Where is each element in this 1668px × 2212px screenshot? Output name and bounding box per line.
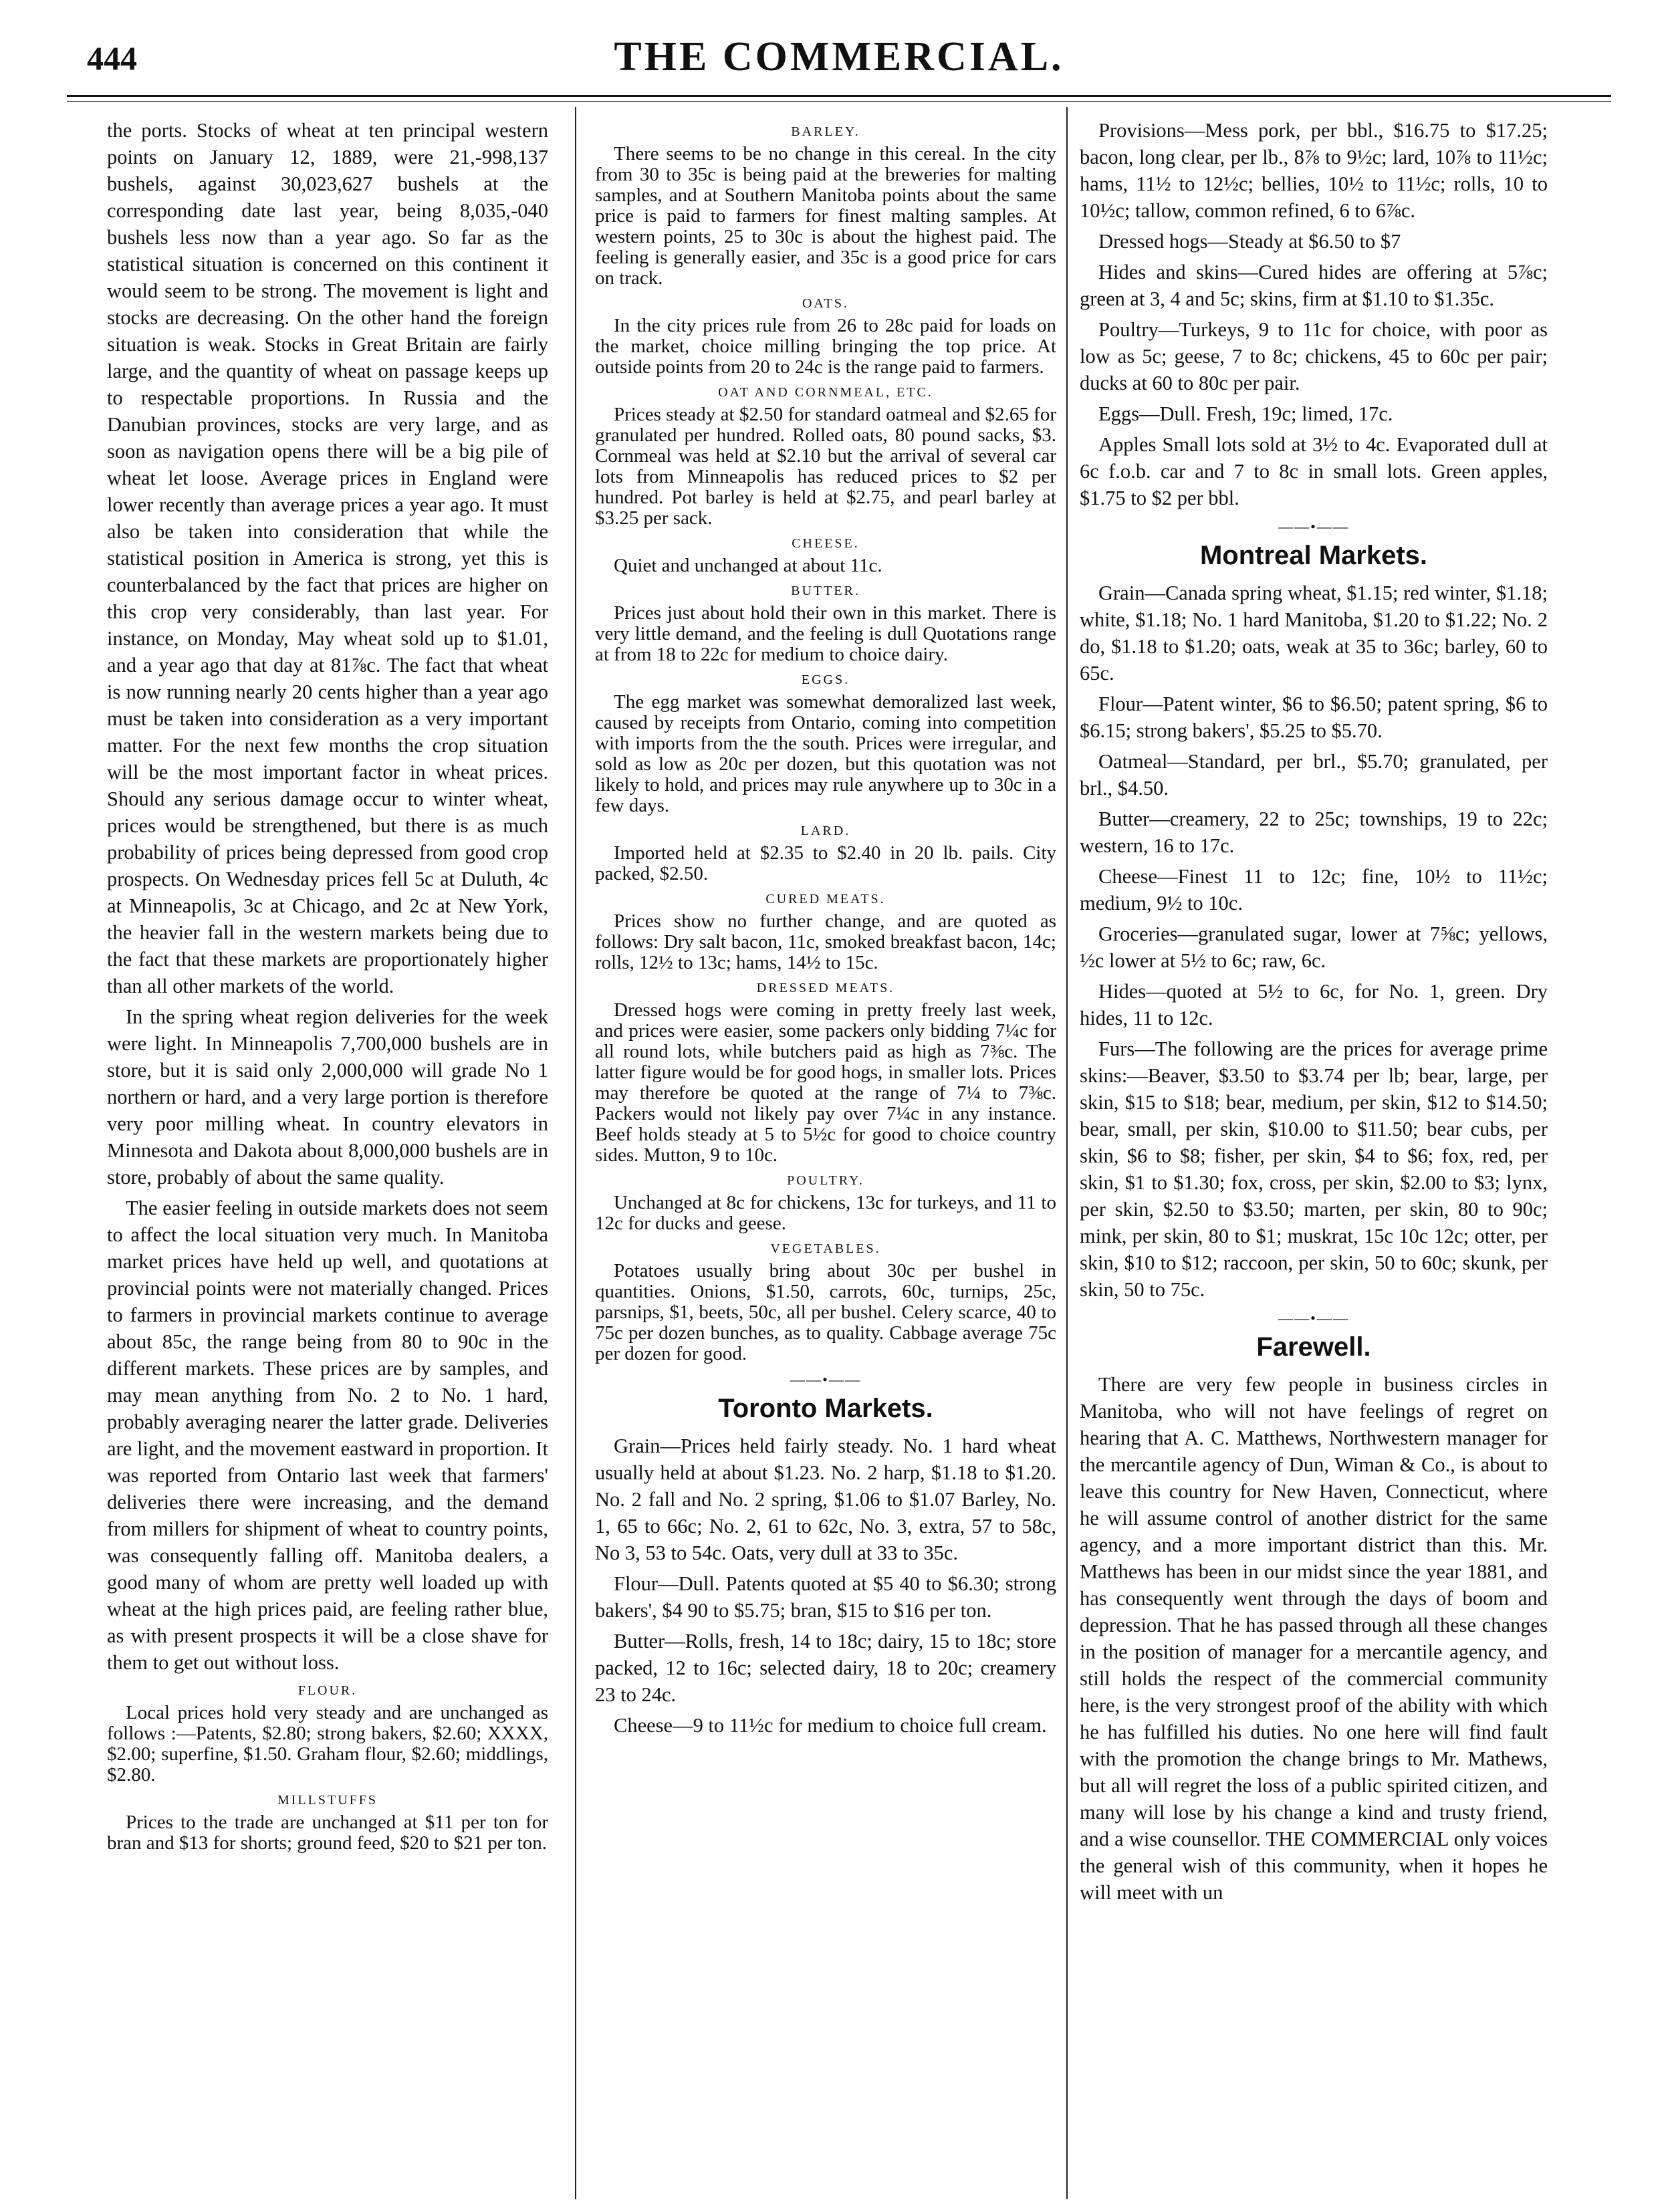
section-heading-flour: FLOUR. (297, 1683, 358, 1698)
section-heading-barley: BARLEY. (791, 124, 860, 139)
montreal-paragraph: Flour—Patent winter, $6 to $6.50; patent spring, $6 to $6.15; strong bakers', $5.25 to $5.70. (1080, 693, 1548, 742)
montreal-markets-heading: Montreal Markets. (1199, 541, 1428, 570)
page-header (67, 33, 1611, 104)
section-ornament: ——•—— (1278, 518, 1349, 535)
column-divider (1066, 107, 1068, 2199)
toronto-paragraph: Apples Small lots sold at 3½ to 4c. Evaporated dull at 6c f.o.b. car and 7 to 8c in small lots. Green apples, $1.75 to $2 per bbl. (1080, 433, 1548, 509)
section-text: In the city prices rule from 26 to 28c paid for loads on the market, choice milling bringing the top price. At outside points from 20 to 24c is the range paid to farmers. (595, 315, 1056, 378)
section-text: Dressed hogs were coming in pretty freely last week, and prices were easier, some packers only bidding 7¼c for all round lots, while butchers paid as high as 7⅜c. The latter figure would be for good hogs, in smaller lots. Prices may therefore be quoted at the range of 7¼ to 7⅜c. Packers would not likely pay over 7¼c in any instance. Beef holds steady at 5 to 5½c for good to choice country sides. Mutton, 9 to 10c. (595, 999, 1056, 1166)
flour-text: Local prices hold very steady and are unchanged as follows :—Patents, $2.80; strong bakers, $2.60; XXXX, $2.00; superfine, $1.50. Graham flour, $2.60; middlings, $2.80. (107, 1702, 548, 1786)
toronto-paragraph: Butter—Rolls, fresh, 14 to 18c; dairy, 15 to 18c; store packed, 12 to 16c; selected dairy, 18 to 20c; creamery 23 to 24c. (595, 1630, 1056, 1706)
montreal-paragraph: Grain—Canada spring wheat, $1.15; red winter, $1.18; white, $1.18; No. 1 hard Manitoba, $1.20 to $1.22; No. 2 do, $1.18 to $1.20; oats, weak at 35 to 36c; barley, 60 to 65c. (1080, 582, 1548, 685)
column-3 (1080, 117, 1548, 2189)
masthead-title: THE COMMERCIAL. (614, 34, 1064, 80)
section-heading-cured-meats: CURED MEATS. (765, 892, 886, 906)
toronto-markets-heading: Toronto Markets. (718, 1394, 933, 1423)
column-2 (595, 117, 1056, 2189)
section-text: Potatoes usually bring about 30c per bushel in quantities. Onions, $1.50, carrots, 60c, turnips, 25c, parsnips, $1, beets, 50c, all per bushel. Celery scarce, 40 to 75c per dozen bunches, as to quality. Cabbage average 75c per dozen for good. (595, 1260, 1056, 1364)
millstuffs-text: Prices to the trade are unchanged at $11 per ton for bran and $13 for shorts; ground feed, $20 to $21 per ton. (107, 1812, 548, 1854)
montreal-paragraph: Groceries—granulated sugar, lower at 7⅝c; yellows, ½c lower at 5½ to 6c; raw, 6c. (1080, 923, 1548, 972)
section-text: There seems to be no change in this cereal. In the city from 30 to 35c is being paid at the breweries for malting samples, and at Southern Manitoba points about the same price is paid to farmers for finest malting samples. At western points, 25 to 30c is about the highest paid. The feeling is generally easier, and 35c is a good price for cars on track. (595, 143, 1056, 289)
montreal-paragraph: Hides—quoted at 5½ to 6c, for No. 1, green. Dry hides, 11 to 12c. (1080, 980, 1548, 1029)
article-paragraph: the ports. Stocks of wheat at ten principal western points on January 12, 1889, were 21,-998,137 bushels, against 30,023,627 bushels at the corresponding date last year, being 8,035,-040 bushels less now than a year ago. So far as the statistical situation is concerned on this continent it would seem to be strong. The movement is light and stocks are decreasing. On the other hand the foreign situation is weak. Stocks in Great Britain are fairly large, and the quantity of wheat on passage keeps up to respectable proportions. In Russia and the Danubian provinces, stocks are very large, and as soon as navigation opens there will be a big pile of wheat let loose. Average prices in England were lower recently than average prices a year ago. It must also be taken into consideration that while the statistical position in America is strong, yet this is counterbalanced by the fact that prices are higher on this crop very considerably, than last year. For instance, on Monday, May wheat sold up to $1.01, and a year ago that day at 81⅞c. The fact that wheat is now running nearly 20 cents higher than a year ago must be taken into consideration as a very important matter. For the next few months the crop situation will be the most important factor in wheat prices. Should any serious damage occur to winter wheat, prices would be strengthened, but there is as much probability of prices being depressed from good crop prospects. On Wednesday prices fell 5c at Duluth, 4c at Minneapolis, 3c at Chicago, and 2c at New York, the heavier fall in the western markets being due to the fact that these markets are proportionately higher than all other markets of the world. (107, 119, 548, 997)
section-text: Quiet and unchanged at about 11c. (614, 555, 882, 576)
column-1 (107, 117, 548, 2189)
section-heading-oatmeal: OAT AND CORNMEAL, ETC. (718, 385, 933, 400)
section-heading-eggs: EGGS. (801, 672, 850, 687)
header-rule-thin (67, 101, 1611, 102)
toronto-paragraph: Grain—Prices held fairly steady. No. 1 hard wheat usually held at about $1.23. No. 2 harp, $1.18 to $1.20. No. 2 fall and No. 2 spring, $1.06 to $1.07 Barley, No. 1, 65 to 66c; No. 2, 61 to 62c, No. 3, extra, 57 to 58c, No 3, 53 to 54c. Oats, very dull at 33 to 35c. (595, 1435, 1056, 1564)
article-paragraph: The easier feeling in outside markets does not seem to affect the local situation very much. In Manitoba market prices have held up well, and quotations at provincial points were not materially changed. Prices to farmers in provincial markets continue to average about 85c, the range being from 80 to 90c in the different markets. These prices are by samples, and may mean anything from No. 2 to No. 1 hard, probably averaging nearer the latter grade. Deliveries are light, and the movement eastward in proportion. It was reported from Ontario last week that farmers' deliveries there were increasing, and the demand from millers for shipment of wheat to country points, was consequently falling off. Manitoba dealers, a good many of whom are pretty well loaded up with wheat at the high prices paid, are feeling rather blue, as with present prospects it will be a close shave for them to get out without loss. (107, 1197, 548, 1674)
section-heading-oats: OATS. (802, 296, 849, 311)
toronto-paragraph: Dressed hogs—Steady at $6.50 to $7 (1098, 230, 1401, 253)
section-text: Prices show no further change, and are quoted as follows: Dry salt bacon, 11c, smoked breakfast bacon, 14c; rolls, 12½ to 13c; hams, 14½ to 15c. (595, 910, 1056, 973)
toronto-paragraph: Cheese—9 to 11½c for medium to choice full cream. (614, 1714, 1047, 1737)
header-rule (67, 95, 1611, 97)
section-heading-dressed-meats: DRESSED MEATS. (756, 981, 895, 995)
section-heading-lard: LARD. (800, 824, 851, 838)
section-text: Imported held at $2.35 to $2.40 in 20 lb. pails. City packed, $2.50. (595, 842, 1056, 884)
section-ornament: ——•—— (1278, 1310, 1349, 1326)
farewell-heading: Farewell. (1256, 1332, 1371, 1362)
toronto-paragraph: Eggs—Dull. Fresh, 19c; limed, 17c. (1098, 402, 1393, 425)
section-heading-vegetables: VEGETABLES. (770, 1241, 881, 1256)
montreal-paragraph: Butter—creamery, 22 to 25c; townships, 19 to 22c; western, 16 to 17c. (1080, 808, 1548, 857)
montreal-paragraph: Cheese—Finest 11 to 12c; fine, 10½ to 11½c; medium, 9½ to 10c. (1080, 865, 1548, 914)
section-ornament: ——•—— (790, 1371, 861, 1388)
montreal-paragraph: Furs—The following are the prices for average prime skins:—Beaver, $3.50 to $3.74 per lb; bear, large, per skin, $15 to $18; bear, medium, per skin, $12 to $14.50; bear, small, per skin, $10.00 to $11.50; bear cubs, per skin, $6 to $8; fisher, per skin, $4 to $6; fox, red, per skin, $1 to $1.30; fox, cross, per skin, $2.00 to $3; lynx, per skin, $2.50 to $3.50; marten, per skin, 80 to 90c; mink, per skin, 80 to $1; muskrat, 15c 10c 12c; otter, per skin, $10 to $12; raccoon, per skin, 50 to 60c; skunk, per skin, 50 to 75c. (1080, 1037, 1548, 1301)
section-heading-poultry: POULTRY. (787, 1173, 864, 1188)
toronto-paragraph: Provisions—Mess pork, per bbl., $16.75 to $17.25; bacon, long clear, per lb., 8⅞ to 9½c; lard, 10⅞ to 11½c; hams, 11½ to 12½c; bellies, 10½ to 11½c; rolls, 10 to 10½c; tallow, common refined, 6 to 6⅞c. (1080, 119, 1548, 222)
section-text: Prices just about hold their own in this market. There is very little demand, and the feeling is dull Quotations range at from 18 to 22c for medium to choice dairy. (595, 602, 1056, 665)
section-text: The egg market was somewhat demoralized last week, caused by receipts from Ontario, coming into competition with imports from the the south. Prices were irregular, and sold as low as 20c per dozen, but this quotation was not likely to hold, and prices may rule anywhere up to 30c in a few days. (595, 691, 1056, 816)
montreal-paragraph: Oatmeal—Standard, per brl., $5.70; granulated, per brl., $4.50. (1080, 750, 1548, 800)
section-text: Prices steady at $2.50 for standard oatmeal and $2.65 for granulated per hundred. Rolled oats, 80 pound sacks, $3. Cornmeal was held at $2.10 but the arrival of several car lots from Minneapolis has reduced prices to $2 per hundred. Pot barley is held at $2.75, and pearl barley at $3.25 per sack. (595, 404, 1056, 529)
section-text: Unchanged at 8c for chickens, 13c for turkeys, and 11 to 12c for ducks and geese. (595, 1192, 1056, 1234)
section-heading-cheese: CHEESE. (792, 536, 860, 551)
article-paragraph: In the spring wheat region deliveries for the week were light. In Minneapolis 7,700,000 bushels are in store, but it is said only 2,000,000 will grade No 1 northern or hard, and a very large portion is therefore very poor milling wheat. In country elevators in Minnesota and Dakota about 8,000,000 bushels are in store, probably of about the same quality. (107, 1005, 548, 1189)
page-number: 444 (87, 39, 137, 77)
farewell-text: There are very few people in business circles in Manitoba, who will not have feelings of regret on hearing that A. C. Matthews, Northwestern manager for the mercantile agency of Dun, Wiman & Co., is about to leave this country for New Haven, Connecticut, where he will assume control of another district for the same agency, and a more important district than this. Mr. Matthews has been in our midst since the year 1881, and has consequently went through the days of boom and depression. That he has passed through all these changes in the position of manager for a mercantile agency, and still holds the respect of the commercial community here, is the very strongest proof of the ability with which he has fulfilled his duties. No one here will find fault with the promotion the change brings to Mr. Mathews, but all will regret the loss of a public spirited citizen, and many will lose by his change a kind and trusty friend, and a wise counsellor. THE COMMERCIAL only voices the general wish of this community, when it hopes he will meet with un (1080, 1373, 1548, 1904)
column-divider (575, 107, 576, 2199)
section-heading-millstuffs: MILLSTUFFS (277, 1793, 378, 1808)
toronto-paragraph: Poultry—Turkeys, 9 to 11c for choice, with poor as low as 5c; geese, 7 to 8c; chickens, 45 to 60c per pair; ducks at 60 to 80c per pair. (1080, 318, 1548, 394)
toronto-paragraph: Hides and skins—Cured hides are offering at 5⅞c; green at 3, 4 and 5c; skins, firm at $1.10 to $1.35c. (1080, 261, 1548, 310)
toronto-paragraph: Flour—Dull. Patents quoted at $5 40 to $6.30; strong bakers', $4 90 to $5.75; bran, $15 to $16 per ton. (595, 1572, 1056, 1622)
section-heading-butter: BUTTER. (791, 584, 860, 598)
